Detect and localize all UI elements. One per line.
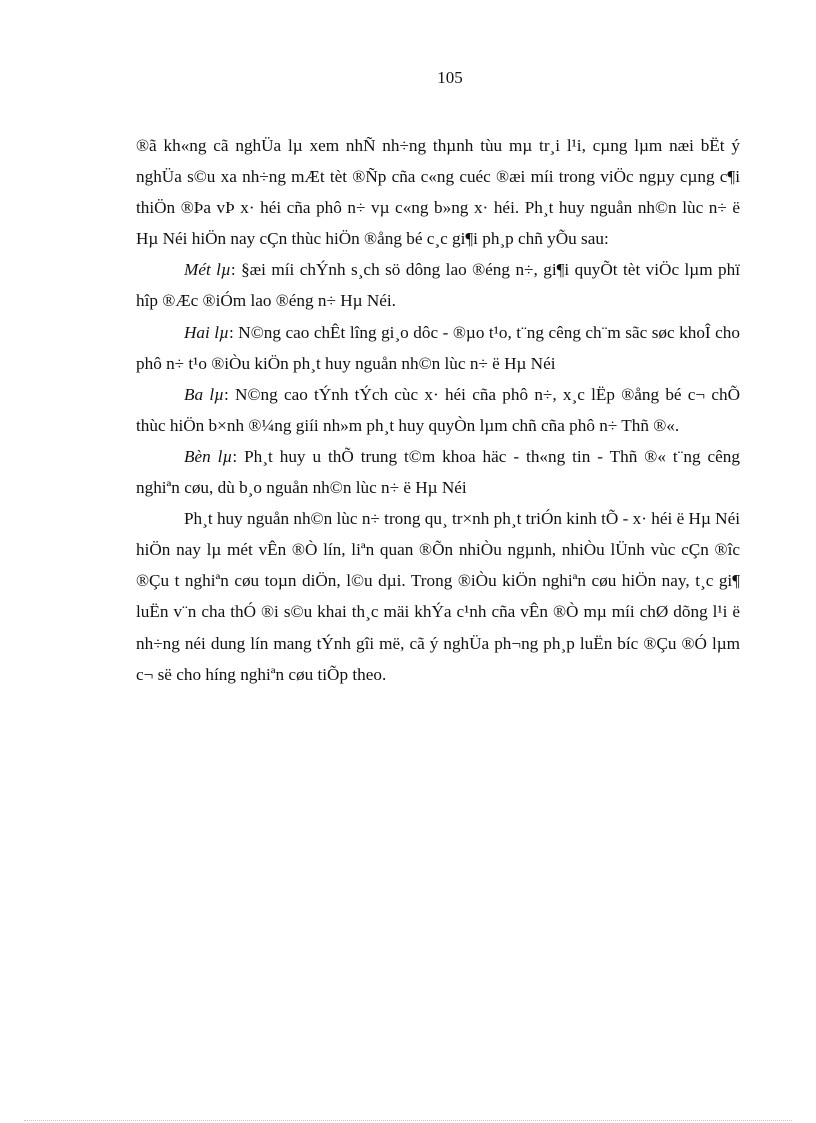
solution-three <box>136 379 740 441</box>
solution-two-label: Hai lµ <box>184 322 229 342</box>
solution-two-text: : N©ng cao chÊt lîng gi¸o dôc - ®µo t¹o, t¨ng cêng ch¨m sãc søc khoÎ cho phô n÷ t¹o ®iÒu kiÖn ph¸t huy nguån nh©n lùc n÷ ë Hµ Néi <box>136 322 740 373</box>
solution-two <box>136 317 740 379</box>
solution-four-label: Bèn lµ <box>184 446 233 466</box>
solution-three-text: : N©ng cao tÝnh tÝch cùc x· héi cña phô n÷, x¸c lËp ®ång bé c¬ chÕ thùc hiÖn b×nh ®¼ng giíi nh»m ph¸t huy quyÒn lµm chñ cña phô n÷ Thñ ®«. <box>136 384 740 435</box>
closing-paragraph-text: Ph¸t huy nguån nh©n lùc n÷ trong qu¸ tr×nh ph¸t triÓn kinh tÕ - x· héi ë Hµ Néi hiÖn nay lµ mét vÊn ®Ò lín, liªn quan ®Õn nhiÒu ngµnh, nhiÒu lÜnh vùc cÇn ®îc ®Çu t nghiªn cøu toµn diÖn, l©u dµi. Trong ®iÒu kiÖn nghiªn cøu hiÖn nay, t¸c gi¶ luËn v¨n cha thÓ ®i s©u khai th¸c mäi khÝa c¹nh cña vÊn ®Ò mµ míi chØ dõng l¹i ë nh÷ng néi dung lín mang tÝnh gîi më, cã ý nghÜa ph¬ng ph¸p luËn bíc ®Çu ®Ó lµm c¬ së cho híng nghiªn cøu tiÕp theo. <box>136 509 740 684</box>
paragraph-intro-continued <box>136 130 740 254</box>
solution-four-text: : Ph¸t huy u thÕ trung t©m khoa häc - th«ng tin - Thñ ®« t¨ng cêng nghiªn cøu, dù b¸o nguån nh©n lùc n÷ ë Hµ Néi <box>136 446 740 498</box>
body-text <box>136 130 740 690</box>
solution-one-text: : §æi míi chÝnh s¸ch sö dông lao ®éng n÷, gi¶i quyÕt tèt viÖc lµm phï hîp ®Æc ®iÓm lao ®éng n÷ Hµ Néi. <box>136 260 740 311</box>
solution-one <box>136 254 740 316</box>
closing-paragraph <box>136 503 740 690</box>
solution-four <box>136 441 740 503</box>
page-number: 105 <box>437 68 463 87</box>
solution-three-label: Ba lµ <box>184 384 225 404</box>
paragraph-text: ®ã kh«ng cã nghÜa lµ xem nhÑ nh÷ng thµnh tùu mµ tr¸i l¹i, cµng lµm næi bËt ý nghÜa s©u xa nh÷ng mÆt tèt ®Ñp cña c«ng cuéc ®æi míi trong viÖc ngµy cµng c¶i thiÖn ®Þa vÞ x· héi cña phô n÷ vµ c«ng b»ng x· héi. Ph¸t huy nguån nh©n lùc n÷ ë Hµ Néi hiÖn nay cÇn thùc hiÖn ®ång bé c¸c gi¶i ph¸p chñ yÕu sau: <box>136 136 740 249</box>
solution-one-label: Mét lµ <box>184 260 231 280</box>
page-bottom-rule <box>24 1120 792 1121</box>
